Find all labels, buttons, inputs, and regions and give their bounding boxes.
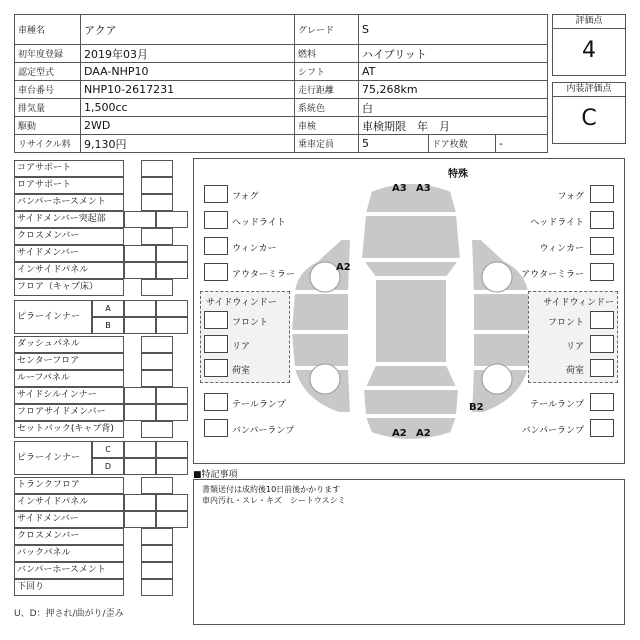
car-diagram-panel (193, 158, 625, 464)
car-trunk (363, 389, 459, 415)
frame-side-member-joint-box-l (124, 211, 156, 228)
frame-underside-box (141, 579, 173, 596)
frame-pillar-sub-d: D (92, 458, 124, 475)
frame-side-member-rear-box-l (124, 511, 156, 528)
interior-score-box (552, 82, 626, 144)
score-label: 評価点 (553, 15, 625, 29)
frame-back-panel: バックパネル (14, 545, 124, 562)
right-winker-label: ウィンカー (539, 244, 584, 254)
frame-side-sill-inner-box-l (124, 387, 156, 404)
frame-bumper-hose: バンパーホースメント (14, 194, 124, 211)
mileage-value: 75,268km (359, 81, 548, 99)
left-outer-mirror-checkbox[interactable] (204, 263, 228, 281)
recycle-fee-label: リサイクル料 (15, 135, 81, 153)
frame-dash-panel: ダッシュパネル (14, 336, 124, 353)
frame-side-member-joint: サイドメンバー突起部 (14, 211, 124, 228)
frame-floor-side-member: フロアサイドメンバー (14, 404, 124, 421)
frame-side-member: サイドメンバー (14, 245, 124, 262)
left-sw-rear-label: リア (232, 342, 251, 352)
frame-inside-panel: インサイドパネル (14, 262, 124, 279)
right-tail-lamp-label: テールランプ (530, 400, 584, 410)
doors-label: ドア枚数 (429, 135, 496, 153)
frame-side-member-rear-box-r (156, 511, 188, 528)
frame-pillar-sub-a: A (92, 300, 124, 317)
chassis-number-label: 車台番号 (15, 81, 81, 99)
left-winker-label: ウィンカー (232, 244, 277, 254)
car-top-view (289, 181, 534, 445)
left-sw-front-label: フロント (232, 318, 269, 328)
frame-back-panel-box (141, 545, 173, 562)
inspection-label: 車検 (295, 117, 359, 135)
code-rear-right: A2 (416, 428, 431, 439)
left-tail-lamp-checkbox[interactable] (204, 393, 228, 411)
frame-side-member-box-l (124, 245, 156, 262)
right-sw-cargo-label: 荷室 (565, 366, 584, 376)
frame-pillar-b-box-l (124, 317, 156, 334)
first-registration-value: 2019年03月 (81, 45, 295, 63)
frame-floor-cabin: フロア（キャブ床） (14, 279, 124, 296)
right-side-window-title: サイドウィンドー (543, 298, 614, 308)
shift-label: シフト (295, 63, 359, 81)
frame-pillar-d-box-l (124, 458, 156, 475)
recycle-fee-value: 9,130円 (81, 135, 295, 153)
frame-floor-cabin-box (141, 279, 173, 296)
frame-pillar-c-box-l (124, 441, 156, 458)
frame-bumper-hose-box (141, 194, 173, 211)
frame-center-floor-box (141, 353, 173, 370)
car-left-front-door (291, 293, 349, 331)
frame-side-sill-inner-box-r (156, 387, 188, 404)
left-tail-lamp-label: テールランプ (232, 400, 286, 410)
frame-setback-box (141, 421, 173, 438)
drive-label: 駆動 (15, 117, 81, 135)
capacity-label: 乗車定員 (295, 135, 359, 153)
frame-pillar-d-box-r (156, 458, 188, 475)
left-fog-checkbox[interactable] (204, 185, 228, 203)
left-winker-checkbox[interactable] (204, 237, 228, 255)
fuel-label: 燃料 (295, 45, 359, 63)
remarks-line-1: 書類送付は成約後10日前後かかります (202, 485, 341, 494)
frame-side-member-rear: サイドメンバー (14, 511, 124, 528)
frame-bumper-hose-rear: バンパーホースメント (14, 562, 124, 579)
code-front-right: A3 (416, 183, 431, 194)
frame-roof-panel-box (141, 370, 173, 387)
car-hood (361, 215, 461, 259)
car-rear-bumper (365, 417, 457, 440)
frame-side-sill-inner: サイドシルインナー (14, 387, 124, 404)
left-sw-cargo-label: 荷室 (232, 366, 251, 376)
frame-inside-panel-rear-box-r (156, 494, 188, 511)
grade-label: グレード (295, 15, 359, 45)
frame-cross-member: クロスメンバー (14, 228, 124, 245)
frame-trunk-floor-box (141, 477, 173, 494)
right-fog-checkbox[interactable] (590, 185, 614, 203)
code-front-left: A3 (392, 183, 407, 194)
right-sw-cargo-checkbox[interactable] (590, 359, 614, 377)
frame-pillar-sub-b: B (92, 317, 124, 334)
left-headlight-label: ヘッドライト (232, 218, 286, 228)
code-left-fender: A2 (336, 262, 351, 273)
frame-cross-member-box (141, 228, 173, 245)
frame-side-member-joint-box-r (156, 211, 188, 228)
frame-core-support: コアサポート (14, 160, 124, 177)
frame-pillar-inner-ab: ピラーインナー (14, 300, 92, 334)
capacity-value: 5 (359, 135, 429, 153)
color-value: 白 (359, 99, 548, 117)
left-side-window-title: サイドウィンドー (206, 298, 277, 308)
frame-inside-panel-box-l (124, 262, 156, 279)
frame-floor-side-member-box-l (124, 404, 156, 421)
car-left-rear-door (291, 333, 349, 367)
damage-legend: U、D：押され/曲がり/歪み (14, 609, 124, 619)
color-label: 系統色 (295, 99, 359, 117)
frame-pillar-sub-c: C (92, 441, 124, 458)
score-value: 4 (582, 38, 596, 63)
remarks-heading: ■特記事項 (193, 470, 238, 480)
right-bumper-lamp-checkbox[interactable] (590, 419, 614, 437)
frame-rear-support-box (141, 177, 173, 194)
diagram-title: 特殊 (448, 169, 468, 180)
right-headlight-checkbox[interactable] (590, 211, 614, 229)
frame-pillar-inner-cd: ピラーインナー (14, 441, 92, 475)
right-fog-label: フォグ (557, 192, 584, 202)
frame-center-floor: センターフロア (14, 353, 124, 370)
frame-pillar-b-box-r (156, 317, 188, 334)
car-right-rear-door (473, 333, 532, 367)
right-sw-front-checkbox[interactable] (590, 311, 614, 329)
code-right-rear: B2 (469, 402, 484, 413)
frame-cross-member-rear-box (141, 528, 173, 545)
frame-rear-support: ロアサポート (14, 177, 124, 194)
right-rear-wheel (482, 364, 512, 394)
left-bumper-lamp-label: バンパーランプ (232, 426, 295, 436)
remarks-line-2: 車内汚れ・スレ・キズ シートウスシミ (202, 496, 346, 505)
chassis-number-value: NHP10-2617231 (81, 81, 295, 99)
right-winker-checkbox[interactable] (590, 237, 614, 255)
frame-trunk-floor: トランクフロア (14, 477, 124, 494)
displacement-value: 1,500cc (81, 99, 295, 117)
right-bumper-lamp-label: バンパーランプ (521, 426, 584, 436)
right-outer-mirror-label: アウターミラー (521, 270, 584, 280)
frame-bumper-hose-rear-box (141, 562, 173, 579)
interior-score-label: 内装評価点 (553, 83, 625, 97)
frame-inside-panel-box-r (156, 262, 188, 279)
doors-value: - (496, 135, 548, 153)
code-rear-left: A2 (392, 428, 407, 439)
model-label: 車種名 (15, 15, 81, 45)
right-outer-mirror-checkbox[interactable] (590, 263, 614, 281)
right-headlight-label: ヘッドライト (530, 218, 584, 228)
frame-pillar-a-box-l (124, 300, 156, 317)
frame-side-member-box-r (156, 245, 188, 262)
left-sw-front-checkbox[interactable] (204, 311, 228, 329)
displacement-label: 排気量 (15, 99, 81, 117)
frame-floor-side-member-box-r (156, 404, 188, 421)
right-front-wheel (482, 262, 512, 292)
frame-inside-panel-rear-box-l (124, 494, 156, 511)
remarks-box (193, 479, 625, 625)
right-sw-rear-checkbox[interactable] (590, 335, 614, 353)
right-sw-rear-label: リア (565, 342, 584, 352)
car-right-front-door (473, 293, 532, 331)
right-tail-lamp-checkbox[interactable] (590, 393, 614, 411)
car-windshield (363, 261, 459, 277)
frame-roof-panel: ルーフパネル (14, 370, 124, 387)
shift-value: AT (359, 63, 548, 81)
right-sw-front-label: フロント (547, 318, 584, 328)
frame-core-support-box (141, 160, 173, 177)
first-registration-label: 初年度登録 (15, 45, 81, 63)
vehicle-info-table (14, 14, 548, 153)
car-front-bumper (365, 183, 457, 213)
left-bumper-lamp-checkbox[interactable] (204, 419, 228, 437)
frame-pillar-a-box-r (156, 300, 188, 317)
left-sw-rear-checkbox[interactable] (204, 335, 228, 353)
left-fog-label: フォグ (232, 192, 259, 202)
frame-dash-panel-box (141, 336, 173, 353)
drive-value: 2WD (81, 117, 295, 135)
left-outer-mirror-label: アウターミラー (232, 270, 295, 280)
mileage-label: 走行距離 (295, 81, 359, 99)
model-code-value: DAA-NHP10 (81, 63, 295, 81)
frame-inside-panel-rear: インサイドパネル (14, 494, 124, 511)
grade-value: S (359, 15, 548, 45)
model-code-label: 認定型式 (15, 63, 81, 81)
car-rear-window (365, 365, 457, 387)
left-rear-wheel (310, 364, 340, 394)
interior-score-value: C (581, 106, 597, 131)
car-roof (375, 279, 447, 363)
frame-underside: 下回り (14, 579, 124, 596)
frame-cross-member-rear: クロスメンバー (14, 528, 124, 545)
inspection-value: 車検期限 年 月 (359, 117, 548, 135)
score-box (552, 14, 626, 76)
left-headlight-checkbox[interactable] (204, 211, 228, 229)
frame-setback: セットバック(キャブ背) (14, 421, 124, 438)
fuel-value: ハイブリット (359, 45, 548, 63)
model-value: アクア (81, 15, 295, 45)
frame-pillar-c-box-r (156, 441, 188, 458)
left-sw-cargo-checkbox[interactable] (204, 359, 228, 377)
